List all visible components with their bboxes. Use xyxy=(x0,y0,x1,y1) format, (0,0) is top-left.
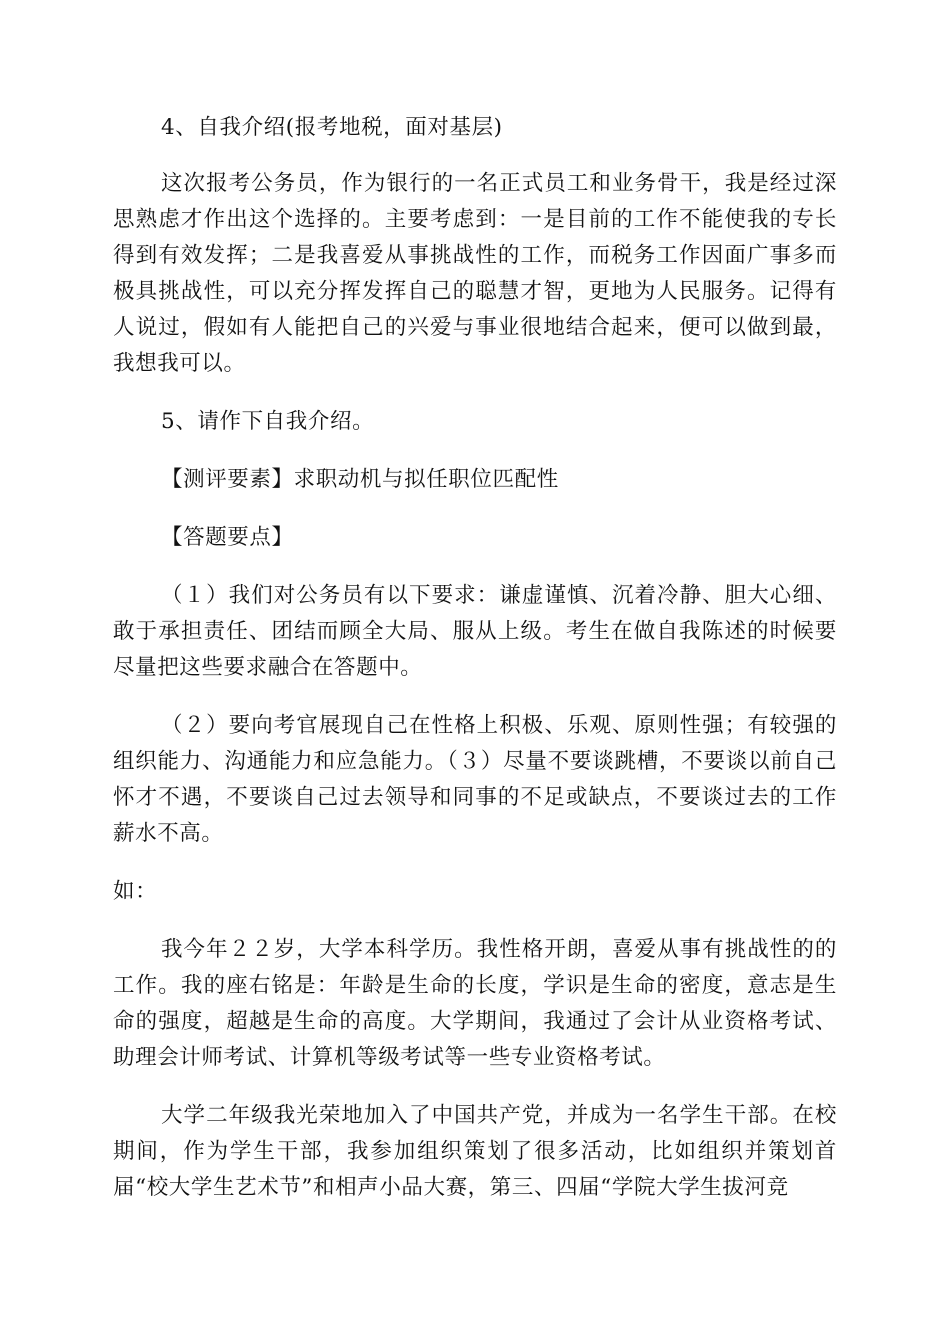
answer-paragraph-tax: 这次报考公务员，作为银行的一名正式员工和业务骨干，我是经过深思熟虑才作出这个选择的。主要考虑到：一是目前的工作不能使我的专长得到有效发挥；二是我喜爱从事挑战性的工作，而税务工作因面广事多而极具挑战性，可以充分挥发挥自己的聪慧才智，更地为人民服务。记得有人说过，假如有人能把自己的兴爱与事业很地结合起来，便可以做到最，我想我可以。 xyxy=(113,171,837,376)
example-label: 如： xyxy=(113,879,158,904)
evaluation-factor-line: 【测评要素】求职动机与拟任职位匹配性 xyxy=(161,467,559,492)
example-paragraph-1: 我今年２２岁，大学本科学历。我性格开朗，喜爱从事有挑战性的的工作。我的座右铭是：年龄是生命的长度，学识是生命的密度，意志是生命的强度，超越是生命的高度。大学期间，我通过了会计从业资格考试、助理会计师考试、计算机等级考试等一些专业资格考试。 xyxy=(113,937,837,1070)
question-heading-self-intro: 5、请作下自我介绍。 xyxy=(161,409,375,434)
document-body xyxy=(113,110,837,1206)
example-paragraph-2: 大学二年级我光荣地加入了中国共产党，并成为一名学生干部。在校期间，作为学生干部，我参加组织策划了很多活动，比如组织并策划首届“校大学生艺术节”和相声小品大赛，第三、四届“学院大学生拔河竞 xyxy=(113,1103,837,1200)
answer-point-1: （１）我们对公务员有以下要求：谦虚谨慎、沉着冷静、胆大心细、敢于承担责任、团结而顾全大局、服从上级。考生在做自我陈述的时候要尽量把这些要求融合在答题中。 xyxy=(113,583,837,680)
answer-point-2-3: （２）要向考官展现自己在性格上积极、乐观、原则性强；有较强的组织能力、沟通能力和应急能力。（３）尽量不要谈跳槽，不要谈以前自己怀才不遇，不要谈自己过去领导和同事的不足或缺点，不要谈过去的工作薪水不高。 xyxy=(113,713,837,846)
section-heading-self-intro-tax: 4、自我介绍(报考地税，面对基层) xyxy=(161,115,503,140)
answer-points-heading: 【答题要点】 xyxy=(161,525,294,550)
